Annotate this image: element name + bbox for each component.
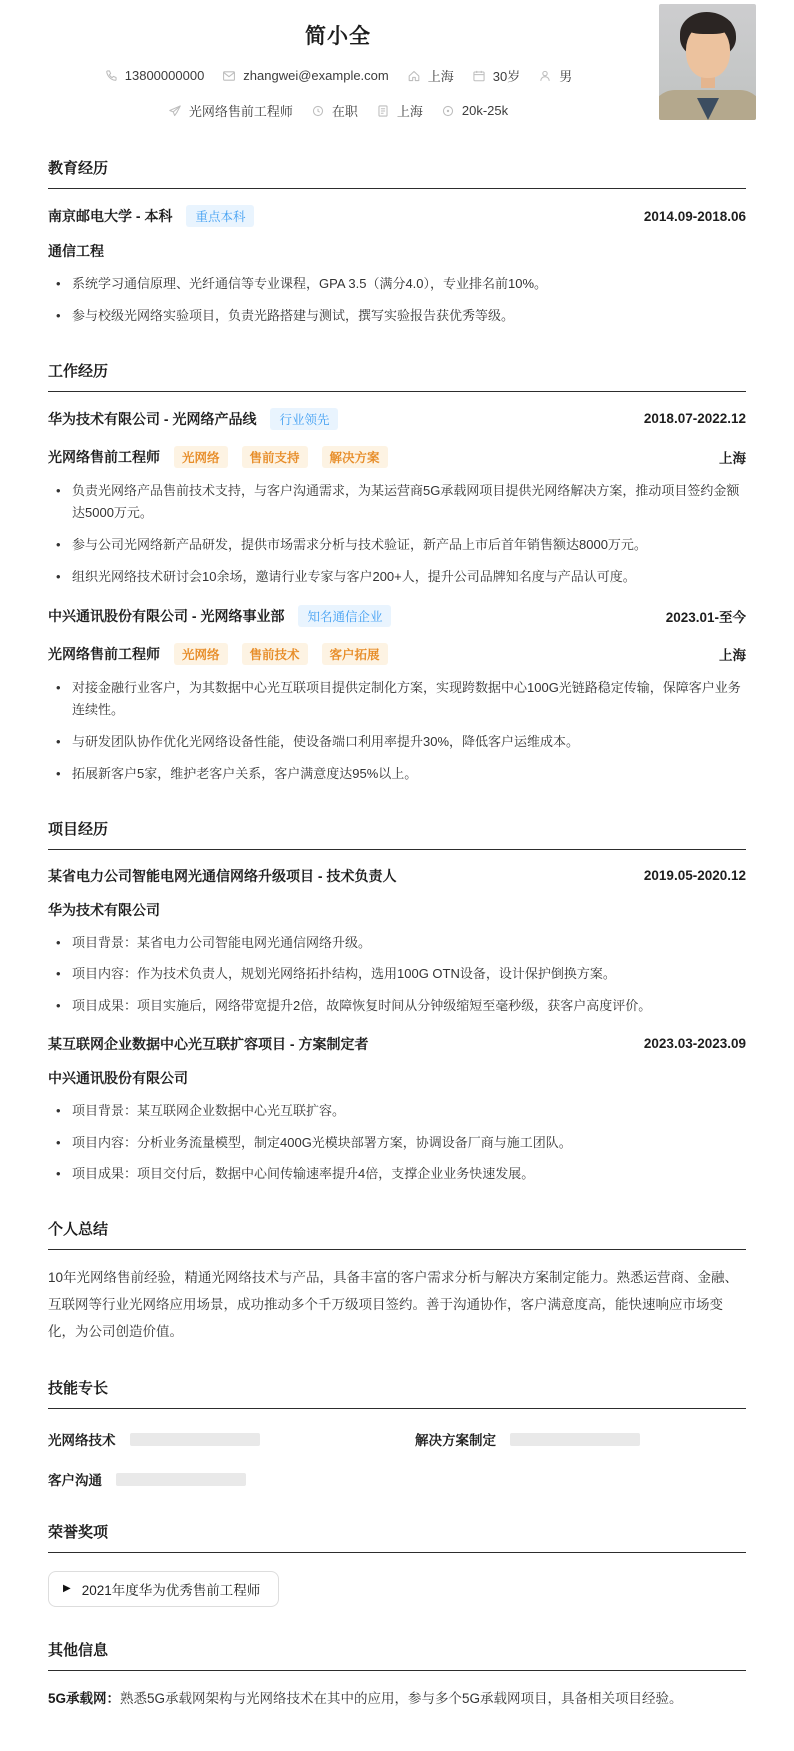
resume-header (48, 0, 746, 125)
section-projects (48, 818, 746, 1187)
document-icon (376, 104, 390, 118)
role-title: 光网络售前工程师 (48, 645, 160, 662)
bullet-item: • 项目成果：项目交付后，数据中心间传输速率提升4倍，支撑企业业务快速发展。 (48, 1163, 746, 1186)
entry-header (48, 408, 746, 430)
skill-label: 解决方案制定 (415, 1433, 496, 1448)
skill-tag: 售前技术 (242, 643, 308, 665)
contact-email (222, 68, 388, 83)
company-badge: 知名通信企业 (298, 605, 391, 627)
job-title-value: 光网络售前工程师 (188, 104, 293, 119)
email-value: zhangwei@example.com (243, 68, 389, 83)
work-bullets (48, 677, 746, 786)
age-value: 30岁 (492, 69, 521, 84)
education-badge: 重点本科 (186, 205, 254, 227)
bullet-item: • 项目背景：某省电力公司智能电网光通信网络升级。 (48, 932, 746, 955)
section-other (48, 1639, 746, 1711)
work-entry-1 (48, 408, 746, 589)
section-summary (48, 1218, 746, 1345)
section-title-summary: 个人总结 (48, 1218, 746, 1250)
location-value: 上海 (427, 69, 454, 84)
section-title-education: 教育经历 (48, 157, 746, 189)
skill-label: 光网络技术 (48, 1433, 116, 1448)
age-icon (472, 69, 486, 83)
skill-tag: 售前支持 (242, 446, 308, 468)
skill-row (48, 1469, 379, 1489)
education-entry (48, 205, 746, 328)
skill-label: 客户沟通 (48, 1473, 102, 1488)
bullet-item: • 项目背景：某互联网企业数据中心光互联扩容。 (48, 1100, 746, 1123)
work-location: 上海 (719, 647, 746, 663)
education-date: 2014.09-2018.06 (643, 208, 746, 224)
envelope-icon (222, 69, 236, 83)
section-title-other: 其他信息 (48, 1639, 746, 1671)
skill-tag: 光网络 (174, 446, 228, 468)
status-value: 在职 (331, 104, 358, 119)
bullet-item: • 组织光网络技术研讨会10余场，邀请行业专家与客户200+人，提升公司品牌知名度与产品认可度。 (48, 566, 746, 589)
skill-row (48, 1429, 379, 1449)
project-bullets (48, 932, 746, 1018)
section-title-skills: 技能专长 (48, 1377, 746, 1409)
bullet-item: • 项目内容：分析业务流量模型，制定400G光模块部署方案，协调设备厂商与施工团队。 (48, 1132, 746, 1155)
entry-header (48, 605, 746, 627)
contact-status (311, 101, 358, 120)
contact-age (472, 66, 520, 85)
gender-icon (538, 69, 552, 83)
work-location: 上海 (719, 450, 746, 466)
section-title-work: 工作经历 (48, 360, 746, 392)
work-date: 2023.01-至今 (665, 609, 746, 625)
role-title: 光网络售前工程师 (48, 448, 160, 465)
phone-icon (104, 69, 118, 83)
skills-grid (48, 1429, 746, 1489)
phone-value: 13800000000 (124, 68, 205, 83)
contact-salary (441, 103, 508, 118)
role-header (48, 643, 746, 665)
status-icon (311, 104, 325, 118)
skill-tag: 解决方案 (322, 446, 388, 468)
bullet-item: • 项目内容：作为技术负责人，规划光网络拓扑结构，选用100G OTN设备，设计保护倒换方案。 (48, 963, 746, 986)
education-bullets (48, 273, 746, 328)
entry-header (48, 1034, 746, 1054)
entry-header (48, 205, 746, 227)
skill-tag: 光网络 (174, 643, 228, 665)
skill-row (415, 1429, 746, 1449)
other-info-text (48, 1687, 746, 1711)
section-title-projects: 项目经历 (48, 818, 746, 850)
play-icon: ▶ (63, 1583, 71, 1594)
section-work (48, 360, 746, 786)
project-date: 2023.03-2023.09 (643, 1036, 746, 1052)
project-name: 某互联网企业数据中心光互联扩容项目 - 方案制定者 (48, 1035, 369, 1052)
project-bullets (48, 1100, 746, 1186)
home-icon (407, 69, 421, 83)
entry-header (48, 866, 746, 886)
other-info-label: 5G承载网： (48, 1691, 121, 1706)
work-entry-2 (48, 605, 746, 786)
project-company: 华为技术有限公司 (48, 901, 160, 918)
bullet-item: • 系统学习通信原理、光纤通信等专业课程，GPA 3.5（满分4.0），专业排名前10%。 (48, 273, 746, 296)
bullet-item: • 项目成果：项目实施后，网络带宽提升2倍，故障恢复时间从分钟级缩短至毫秒级，获客户高度评价。 (48, 995, 746, 1018)
contact-work-city (376, 101, 423, 120)
honor-label: 2021年度华为优秀售前工程师 (81, 1583, 261, 1598)
other-info-value: 熟悉5G承载网架构与光网络技术在其中的应用，参与多个5G承载网项目，具备相关项目经验。 (120, 1691, 683, 1706)
candidate-name: 简小全 (305, 25, 371, 48)
bullet-item: • 与研发团队协作优化光网络设备性能，使设备端口利用率提升30%，降低客户运维成本。 (48, 731, 746, 754)
salary-icon (441, 104, 455, 118)
work-date: 2018.07-2022.12 (643, 411, 746, 426)
section-education (48, 157, 746, 328)
bullet-item: • 负责光网络产品售前技术支持，与客户沟通需求，为某运营商5G承载网项目提供光网络解决方案，推动项目签约金额达5000万元。 (48, 480, 746, 526)
salary-value: 20k-25k (461, 103, 509, 118)
school-name: 南京邮电大学 - 本科 (48, 208, 173, 224)
contact-phone (104, 68, 205, 83)
project-date: 2019.05-2020.12 (643, 868, 746, 883)
bullet-item: • 对接金融行业客户，为其数据中心光互联项目提供定制化方案，实现跨数据中心100G光链路稳定传输，保障客户业务连续性。 (48, 677, 746, 723)
section-title-honors: 荣誉奖项 (48, 1521, 746, 1553)
paper-plane-icon (168, 104, 182, 118)
education-major: 通信工程 (48, 243, 104, 259)
honor-item-button[interactable] (48, 1571, 279, 1607)
contact-gender (538, 66, 572, 85)
company-name: 中兴通讯股份有限公司 - 光网络事业部 (48, 607, 285, 624)
section-honors (48, 1521, 746, 1607)
skill-bar (130, 1433, 260, 1446)
gender-value: 男 (559, 69, 573, 84)
skill-bar (116, 1473, 246, 1486)
contact-row-1 (48, 66, 628, 85)
project-name: 某省电力公司智能电网光通信网络升级项目 - 技术负责人 (48, 867, 397, 884)
summary-text: 10年光网络售前经验，精通光网络技术与产品，具备丰富的客户需求分析与解决方案制定能力。熟悉运营商、金融、互联网等行业光网络应用场景，成功推动多个千万级项目签约。善于沟通协作，客户满意度高，能快速响应市场变化，为公司创造价值。 (48, 1270, 739, 1339)
bullet-item: • 参与公司光网络新产品研发，提供市场需求分析与技术验证，新产品上市后首年销售额达8000万元。 (48, 534, 746, 557)
contact-job-title (168, 101, 293, 120)
skill-bar (510, 1433, 640, 1446)
project-entry-1 (48, 866, 746, 1018)
work-city-value: 上海 (396, 104, 423, 119)
bullet-item: • 参与校级光网络实验项目，负责光路搭建与测试，撰写实验报告获优秀等级。 (48, 305, 746, 328)
profile-photo (659, 4, 756, 120)
section-skills (48, 1377, 746, 1489)
contact-row-2 (48, 101, 628, 120)
skill-tag: 客户拓展 (322, 643, 388, 665)
company-badge: 行业领先 (270, 408, 338, 430)
work-bullets (48, 480, 746, 589)
bullet-item: • 拓展新客户5家，维护老客户关系，客户满意度达95%以上。 (48, 763, 746, 786)
contact-location (407, 66, 454, 85)
project-company: 中兴通讯股份有限公司 (48, 1069, 188, 1086)
role-header (48, 446, 746, 468)
project-entry-2 (48, 1034, 746, 1186)
company-name: 华为技术有限公司 - 光网络产品线 (48, 410, 257, 427)
